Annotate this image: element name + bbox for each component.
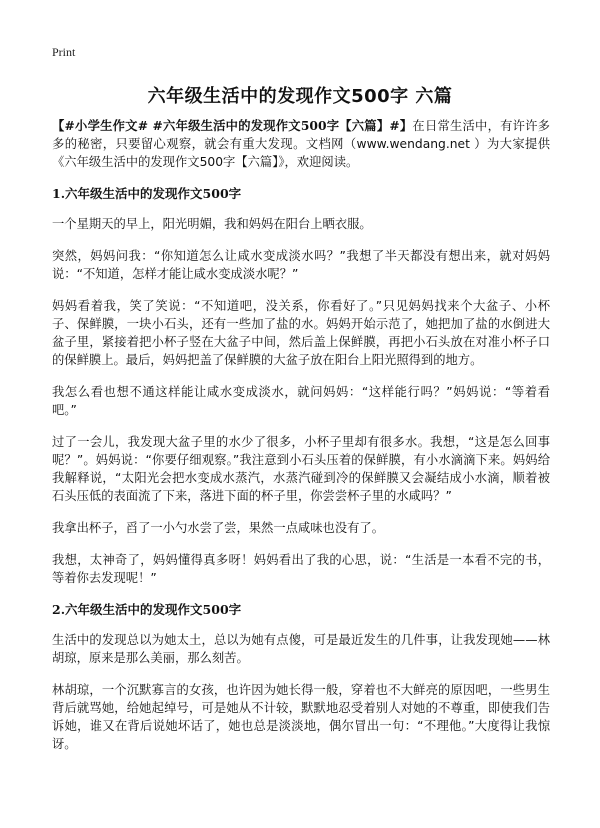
print-label: Print [52, 45, 76, 59]
paragraph: 一个星期天的早上，阳光明媚，我和妈妈在阳台上晒衣服。 [52, 217, 372, 231]
page-title: 六年级生活中的发现作文500字 六篇 [147, 86, 453, 107]
paragraph: 林胡琼，一个沉默寡言的女孩，也许因为她长得一般，穿着也不大鲜亮的原因吧，一些男生背后就骂她，给她起绰号，可是她从不计较，默默地忍受着别人对她的不尊重，即使我们告诉她，谁又在背后说她坏话了，她也总是淡淡地，偶尔冒出一句：“不理他。”大度得让我惊讶。 [52, 683, 550, 751]
paragraph: 过了一会儿，我发现大盆子里的水少了很多，小杯子里却有很多水。我想，“这是怎么回事呢？”。妈妈说：“你要仔细观察。”我注意到小石头压着的保鲜膜，有小水滴滴下来。妈妈给我解释说，“太阳光会把水变成水蒸汽，水蒸汽碰到冷的保鲜膜又会凝结成小水滴，顺着被石头压低的表面流了下来，落进下面的杯子里，你尝尝杯子里的水咸吗？” [52, 435, 550, 503]
document-body [52, 117, 550, 767]
paragraph: 妈妈看着我，笑了笑说：“不知道吧，没关系，你看好了。”只见妈妈找来个大盆子、小杯子、保鲜膜，一块小石头，还有一些加了盐的水。妈妈开始示范了，她把加了盐的水倒进大盆子里，紧接着把小杯子竖在大盆子中间，然后盖上保鲜膜，再把小石头放在对准小杯子口的保鲜膜上。最后，妈妈把盖了保鲜膜的大盆子放在阳台上阳光照得到的地方。 [52, 299, 550, 367]
paragraph: 我想，太神奇了，妈妈懂得真多呀！妈妈看出了我的心思，说：“生活是一本看不完的书，等着你去发现呢！” [52, 553, 550, 585]
paragraph: 生活中的发现总以为她太土，总以为她有点傻，可是最近发生的几件事，让我发现她——林胡琼，原来是那么美丽，那么刻苦。 [52, 633, 550, 665]
intro-tag: 【#小学生作文# #六年级生活中的发现作文500字【六篇】#】 [52, 118, 413, 133]
intro-text: 在日常生活中，有许许多多的秘密，只要留心观察，就会有重大发现。文档网（www.wendang.net ）为大家提供《六年级生活中的发现作文500字【六篇】》，欢迎阅读。 [52, 119, 550, 169]
paragraph: 突然，妈妈问我：“你知道怎么让咸水变成淡水吗？”我想了半天都没有想出来，就对妈妈说：“不知道，怎样才能让咸水变成淡水呢？” [52, 249, 550, 281]
intro-paragraph [52, 117, 550, 171]
section-heading-2: 2.六年级生活中的发现作文500字 [52, 602, 242, 617]
paragraph: 我拿出杯子，舀了一小勺水尝了尝，果然一点咸味也没有了。 [52, 521, 385, 535]
paragraph: 我怎么看也想不通这样能让咸水变成淡水，就问妈妈：“这样能行吗？”妈妈说：“等着看吧。” [52, 385, 550, 417]
section-heading-1: 1.六年级生活中的发现作文500字 [52, 186, 242, 201]
